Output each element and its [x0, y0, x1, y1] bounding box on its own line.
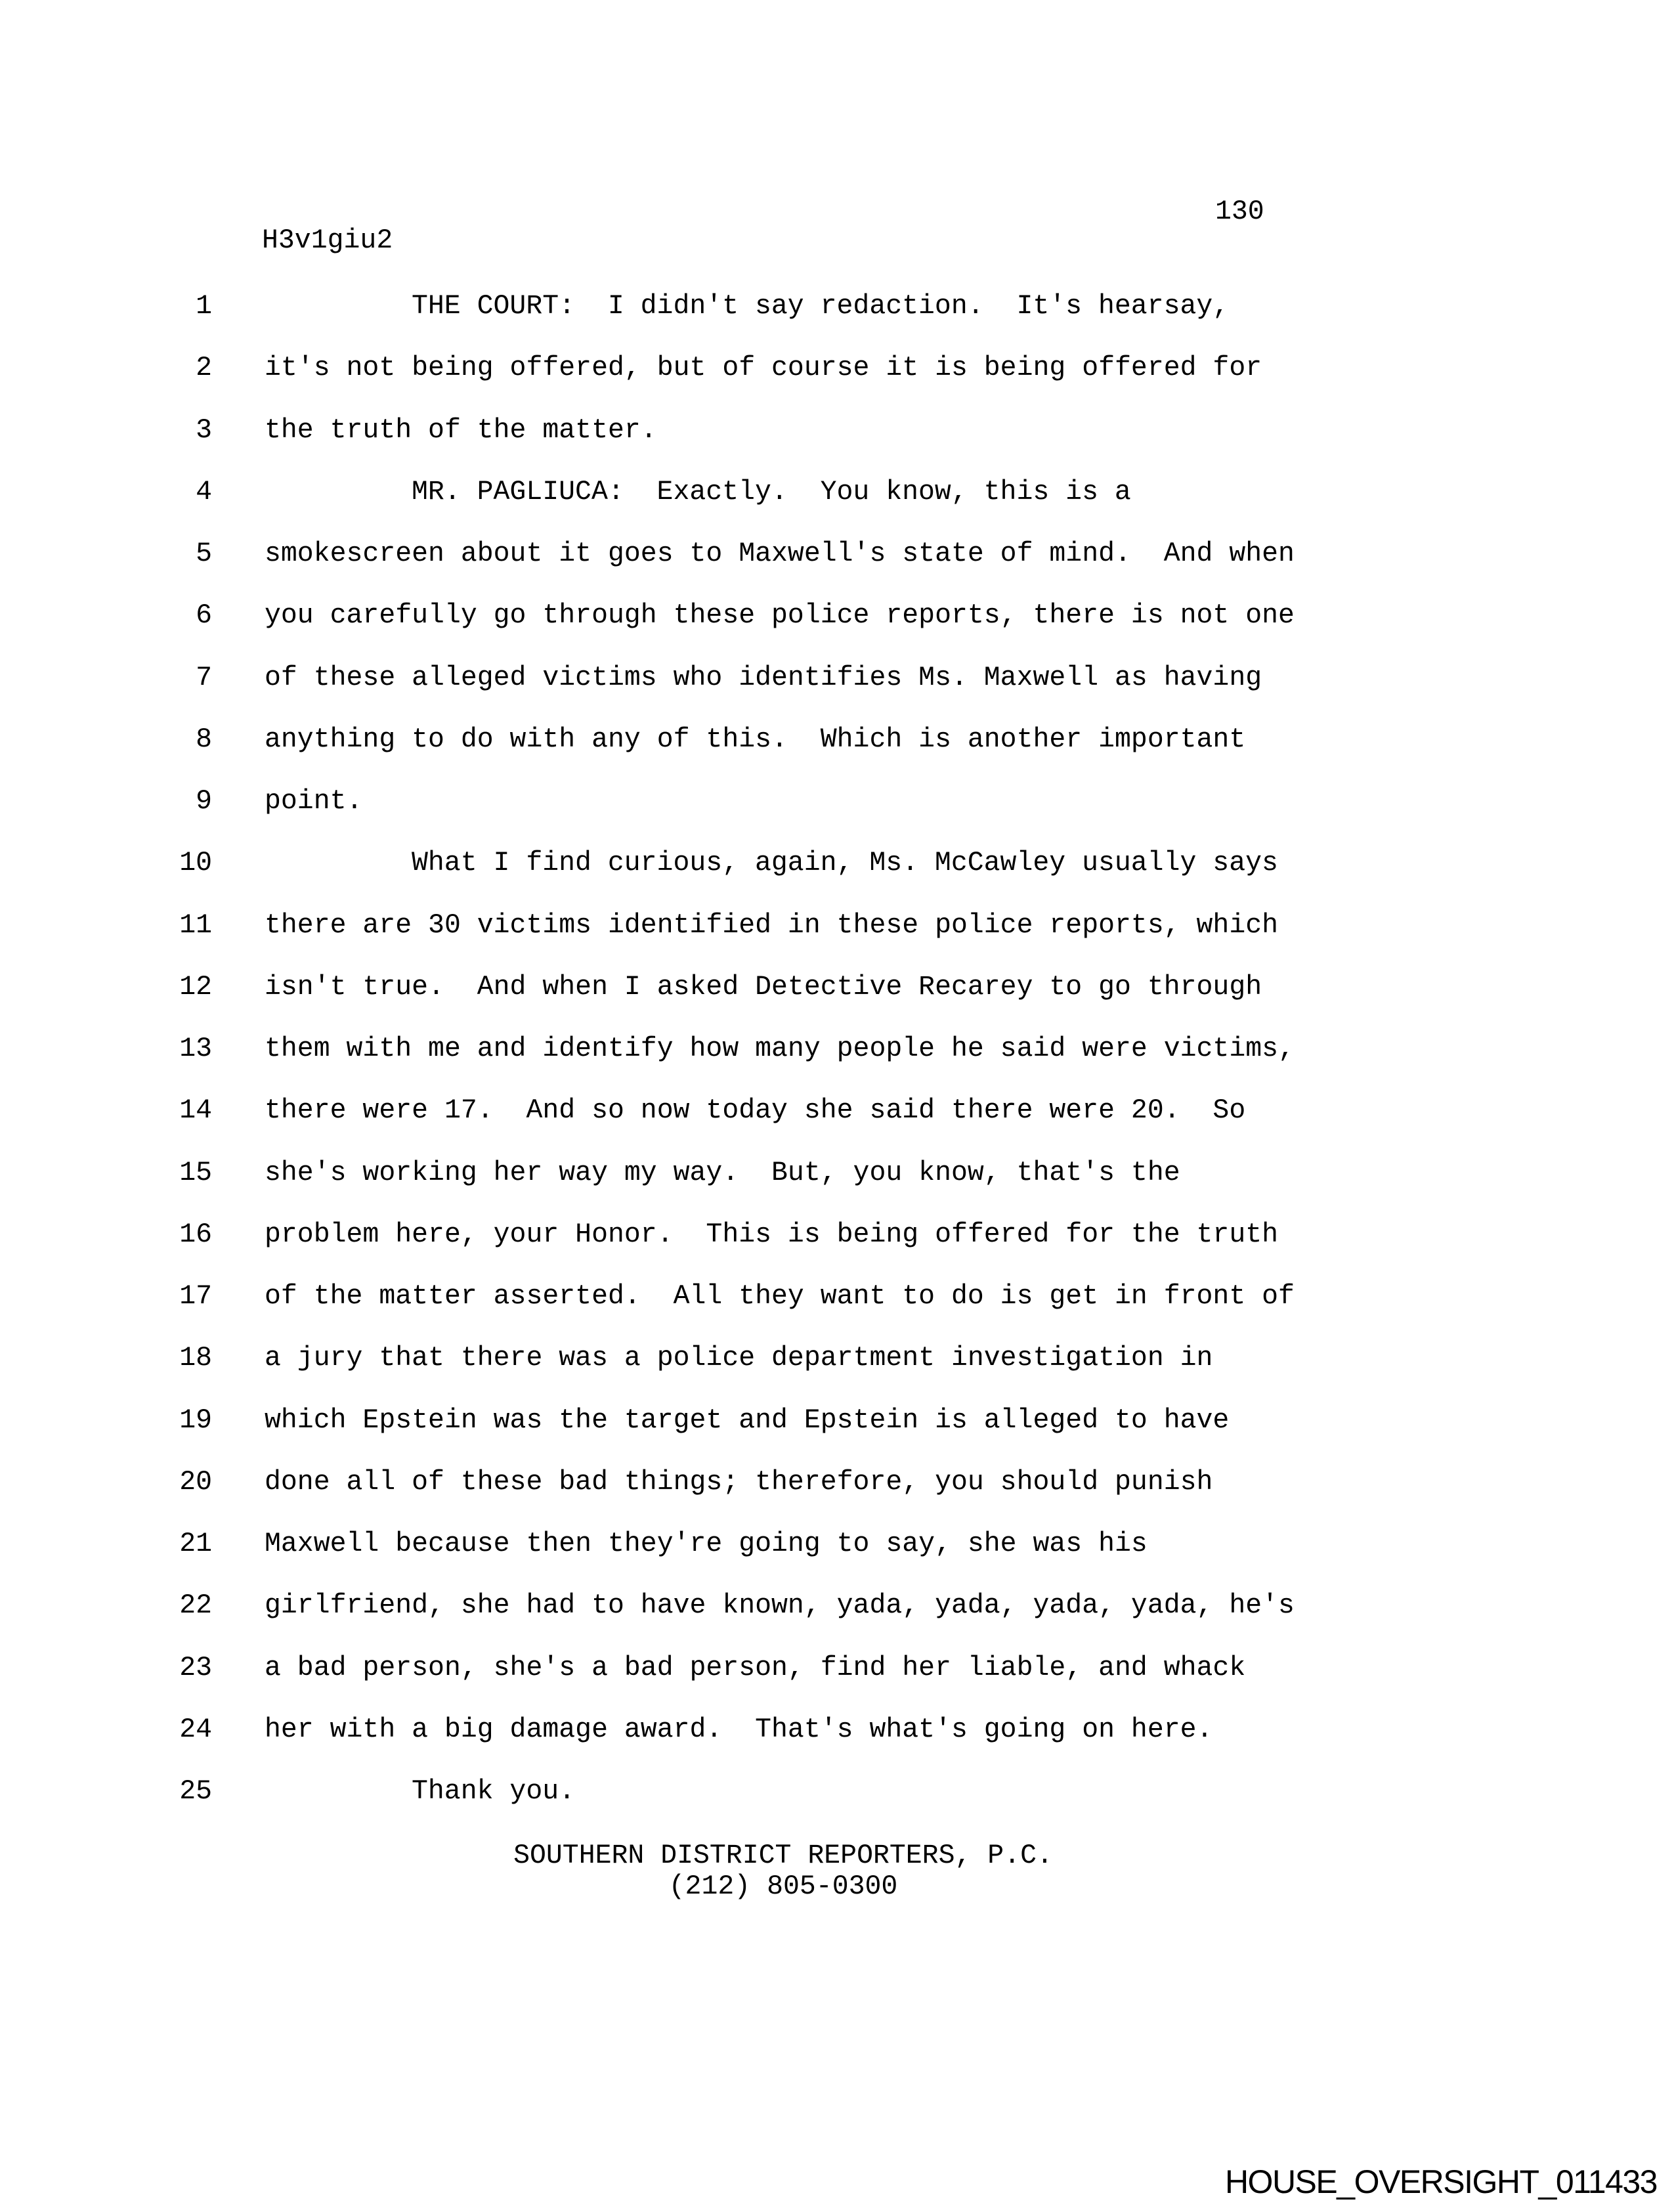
line-number: 18 [179, 1343, 212, 1374]
transcript-line [0, 523, 1674, 585]
line-number: 24 [179, 1714, 212, 1745]
line-number: 16 [179, 1219, 212, 1250]
transcript-line [0, 1452, 1674, 1513]
line-text: anything to do with any of this. Which is another important [265, 724, 1246, 755]
transcript-line [0, 647, 1674, 709]
line-text: of these alleged victims who identifies Ms. Maxwell as having [265, 662, 1262, 693]
transcript-line [0, 585, 1674, 647]
line-number: 23 [179, 1652, 212, 1683]
line-number: 22 [179, 1590, 212, 1622]
line-text: them with me and identify how many people he said were victims, [265, 1033, 1295, 1064]
transcript-line [0, 1513, 1674, 1575]
line-text: a jury that there was a police department investigation in [265, 1343, 1213, 1374]
page-number: 130 [1215, 196, 1264, 227]
line-number: 4 [196, 476, 212, 508]
transcript-line [0, 771, 1674, 833]
footer [265, 1840, 1302, 1902]
line-text: the truth of the matter. [265, 414, 657, 446]
line-text: problem here, your Honor. This is being offered for the truth [265, 1219, 1279, 1250]
line-text: her with a big damage award. That's what's going on here. [265, 1714, 1213, 1745]
line-number: 5 [196, 538, 212, 569]
line-text: a bad person, she's a bad person, find her liable, and whack [265, 1652, 1246, 1683]
line-number: 3 [196, 414, 212, 446]
line-text: done all of these bad things; therefore, you should punish [265, 1466, 1213, 1498]
transcript-body [0, 276, 1674, 1823]
line-text: there are 30 victims identified in these police reports, which [265, 909, 1279, 941]
transcript-line [0, 1637, 1674, 1699]
transcript-line [0, 1699, 1674, 1761]
transcript-line [0, 833, 1674, 894]
bates-stamp: HOUSE_OVERSIGHT_011433 [1224, 2163, 1657, 2200]
line-number: 12 [179, 971, 212, 1003]
line-number: 14 [179, 1095, 212, 1127]
line-number: 25 [179, 1776, 212, 1807]
line-number: 8 [196, 724, 212, 755]
line-number: 2 [196, 353, 212, 384]
line-number: 13 [179, 1033, 212, 1064]
line-text: of the matter asserted. All they want to do is get in front of [265, 1281, 1295, 1312]
transcript-line [0, 1204, 1674, 1266]
transcript-line [0, 957, 1674, 1018]
transcript-line [0, 337, 1674, 399]
header-code: H3v1giu2 [262, 225, 393, 256]
line-text: What I find curious, again, Ms. McCawley usually says [412, 848, 1278, 879]
line-number: 11 [179, 909, 212, 941]
transcript-line [0, 276, 1674, 337]
transcript-line [0, 1328, 1674, 1389]
line-number: 6 [196, 600, 212, 632]
transcript-line [0, 1390, 1674, 1452]
transcript-line [0, 1142, 1674, 1204]
line-text: there were 17. And so now today she said there were 20. So [265, 1095, 1246, 1127]
line-text: she's working her way my way. But, you know, that's the [265, 1157, 1180, 1188]
line-text: you carefully go through these police reports, there is not one [265, 600, 1295, 632]
line-text: THE COURT: I didn't say redaction. It's hearsay, [412, 291, 1230, 322]
transcript-line [0, 1266, 1674, 1328]
line-text: which Epstein was the target and Epstein is alleged to have [265, 1404, 1230, 1436]
line-number: 7 [196, 662, 212, 693]
line-text: isn't true. And when I asked Detective Recarey to go through [265, 971, 1262, 1003]
line-number: 20 [179, 1466, 212, 1498]
line-text: smokescreen about it goes to Maxwell's state of mind. And when [265, 538, 1295, 569]
line-text: it's not being offered, but of course it is being offered for [265, 353, 1262, 384]
line-number: 21 [179, 1529, 212, 1559]
reporter-name: SOUTHERN DISTRICT REPORTERS, P.C. [513, 1840, 1053, 1871]
transcript-line [0, 1575, 1674, 1637]
line-number: 17 [179, 1281, 212, 1312]
line-text: Thank you. [412, 1776, 576, 1807]
reporter-phone: (212) 805-0300 [668, 1871, 898, 1903]
line-number: 19 [179, 1404, 212, 1436]
transcript-line [0, 1080, 1674, 1142]
transcript-line [0, 462, 1674, 523]
line-number: 10 [179, 848, 212, 879]
transcript-line [0, 1018, 1674, 1080]
line-text: Maxwell because then they're going to say, she was his [265, 1529, 1148, 1559]
line-number: 9 [196, 786, 212, 817]
transcript-line [0, 895, 1674, 957]
transcript-line [0, 709, 1674, 771]
transcript-line [0, 400, 1674, 462]
line-number: 1 [196, 291, 212, 322]
line-text: MR. PAGLIUCA: Exactly. You know, this is a [412, 476, 1131, 508]
line-text: girlfriend, she had to have known, yada, yada, yada, yada, he's [265, 1590, 1295, 1622]
line-number: 15 [179, 1157, 212, 1188]
transcript-line [0, 1761, 1674, 1823]
line-text: point. [265, 786, 363, 817]
